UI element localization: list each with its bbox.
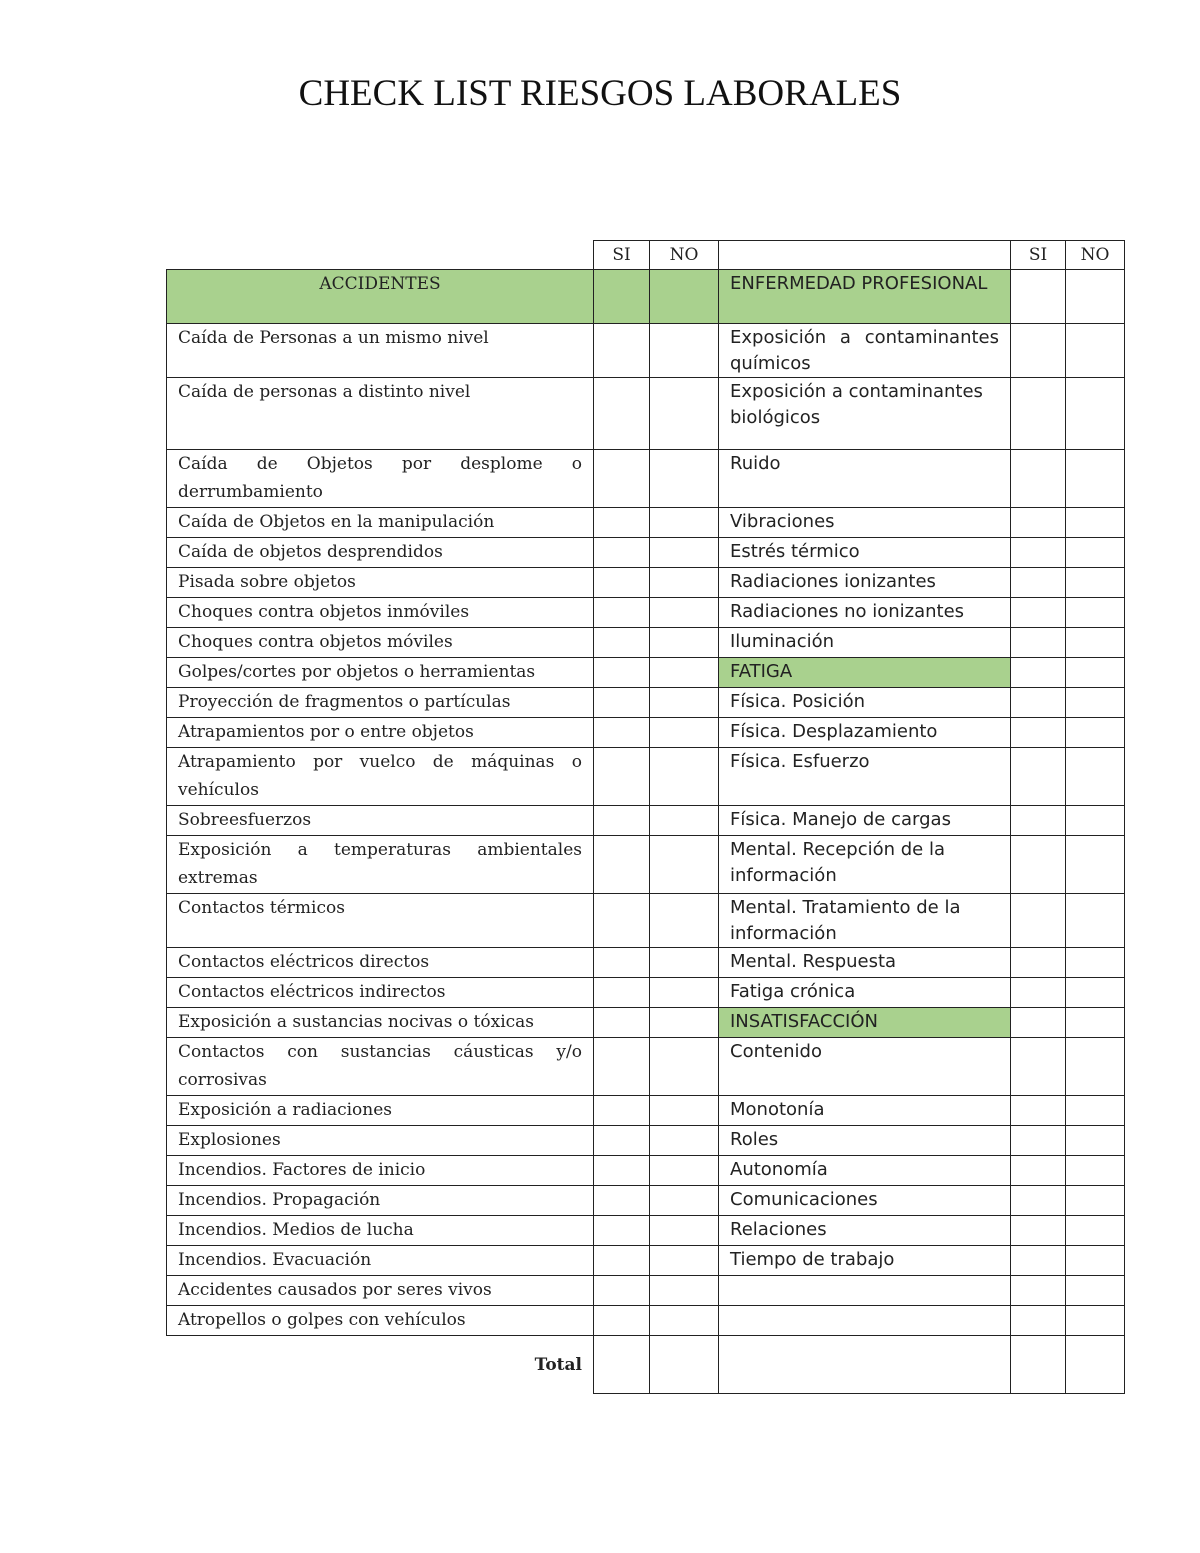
checklist-table bbox=[166, 240, 1125, 1394]
check-si-left[interactable] bbox=[594, 806, 650, 836]
check-si-right[interactable] bbox=[1011, 378, 1066, 450]
check-si-left[interactable] bbox=[594, 978, 650, 1008]
header-si-right: SI bbox=[1011, 241, 1066, 270]
item-row bbox=[167, 1216, 1125, 1246]
accident-item-label: Contactos eléctricos indirectos bbox=[167, 978, 594, 1008]
check-no-right[interactable] bbox=[1066, 894, 1125, 948]
check-si-right[interactable] bbox=[1011, 508, 1066, 538]
check-no-right[interactable] bbox=[1066, 538, 1125, 568]
disease-item-label: Vibraciones bbox=[719, 508, 1011, 538]
check-no-left[interactable] bbox=[650, 806, 719, 836]
item-row bbox=[167, 538, 1125, 568]
check-no-right[interactable] bbox=[1066, 1126, 1125, 1156]
disease-item-label: Exposición a contaminantes químicos bbox=[719, 324, 1011, 378]
accident-item-label: Caída de Objetos por desplome o derrumbamiento bbox=[167, 450, 594, 508]
accident-item-label: Sobreesfuerzos bbox=[167, 806, 594, 836]
disease-item-label: Exposición a contaminantes biológicos bbox=[719, 378, 1011, 450]
check-si-right[interactable] bbox=[1011, 450, 1066, 508]
item-row bbox=[167, 1306, 1125, 1336]
section-header-right: INSATISFACCIÓN bbox=[719, 1008, 1011, 1038]
accident-item-label: Proyección de fragmentos o partículas bbox=[167, 688, 594, 718]
disease-item-label: Mental. Respuesta bbox=[719, 948, 1011, 978]
accident-item-label: Caída de objetos desprendidos bbox=[167, 538, 594, 568]
accident-item-label: Contactos térmicos bbox=[167, 894, 594, 948]
check-si-right[interactable] bbox=[1011, 718, 1066, 748]
check-si-right[interactable] bbox=[1011, 324, 1066, 378]
check-no-left[interactable] bbox=[650, 450, 719, 508]
check-no-right[interactable] bbox=[1066, 1306, 1125, 1336]
disease-item-label: Física. Posición bbox=[719, 688, 1011, 718]
check-si-right[interactable] bbox=[1011, 894, 1066, 948]
check-si-right[interactable] bbox=[1011, 1246, 1066, 1276]
item-row bbox=[167, 1096, 1125, 1126]
item-row bbox=[167, 508, 1125, 538]
item-row bbox=[167, 1126, 1125, 1156]
check-si-left[interactable] bbox=[594, 748, 650, 806]
check-no-left[interactable] bbox=[650, 718, 719, 748]
item-row bbox=[167, 836, 1125, 894]
item-row bbox=[167, 450, 1125, 508]
header-no-right: NO bbox=[1066, 241, 1125, 270]
check-no-left[interactable] bbox=[650, 1186, 719, 1216]
disease-item-label: Física. Desplazamiento bbox=[719, 718, 1011, 748]
check-si-right[interactable] bbox=[1011, 658, 1066, 688]
check-no-right[interactable] bbox=[1066, 718, 1125, 748]
disease-item-label: Contenido bbox=[719, 1038, 1011, 1096]
check-si-left[interactable] bbox=[594, 1126, 650, 1156]
check-si-right[interactable] bbox=[1011, 1096, 1066, 1126]
item-row bbox=[167, 1156, 1125, 1186]
check-no-right[interactable] bbox=[1066, 978, 1125, 1008]
section-accidentes: ACCIDENTES bbox=[167, 270, 594, 324]
accident-item-label: Atrapamientos por o entre objetos bbox=[167, 718, 594, 748]
check-no-right[interactable] bbox=[1066, 658, 1125, 688]
check-si-left[interactable] bbox=[594, 836, 650, 894]
check-no-left[interactable] bbox=[650, 658, 719, 688]
check-no-left[interactable] bbox=[650, 568, 719, 598]
item-row bbox=[167, 806, 1125, 836]
item-row bbox=[167, 324, 1125, 378]
check-no-left[interactable] bbox=[650, 1156, 719, 1186]
total-blank-right bbox=[719, 1336, 1011, 1394]
check-si-left[interactable] bbox=[594, 508, 650, 538]
check-no-right[interactable] bbox=[1066, 1038, 1125, 1096]
accident-item-label: Choques contra objetos inmóviles bbox=[167, 598, 594, 628]
disease-item-label: Mental. Recepción de la información bbox=[719, 836, 1011, 894]
accident-item-label: Caída de Personas a un mismo nivel bbox=[167, 324, 594, 378]
check-no-left[interactable] bbox=[650, 948, 719, 978]
section-check-no[interactable] bbox=[650, 270, 719, 324]
check-no-left[interactable] bbox=[650, 628, 719, 658]
disease-item-label: Autonomía bbox=[719, 1156, 1011, 1186]
accident-item-label: Caída de personas a distinto nivel bbox=[167, 378, 594, 450]
check-si-left[interactable] bbox=[594, 568, 650, 598]
item-row bbox=[167, 948, 1125, 978]
check-no-left[interactable] bbox=[650, 1246, 719, 1276]
disease-item-label: Mental. Tratamiento de la información bbox=[719, 894, 1011, 948]
item-row bbox=[167, 1246, 1125, 1276]
check-si-left[interactable] bbox=[594, 450, 650, 508]
accident-item-label: Choques contra objetos móviles bbox=[167, 628, 594, 658]
check-si-left[interactable] bbox=[594, 1306, 650, 1336]
check-no-right[interactable] bbox=[1066, 450, 1125, 508]
check-no-left[interactable] bbox=[650, 978, 719, 1008]
accident-item-label: Contactos eléctricos directos bbox=[167, 948, 594, 978]
check-si-right[interactable] bbox=[1011, 1156, 1066, 1186]
check-si-left[interactable] bbox=[594, 948, 650, 978]
total-label: Total bbox=[167, 1336, 594, 1394]
disease-item-label: Tiempo de trabajo bbox=[719, 1246, 1011, 1276]
check-si-right[interactable] bbox=[1011, 806, 1066, 836]
check-no-right[interactable] bbox=[1066, 378, 1125, 450]
check-no-right[interactable] bbox=[1066, 270, 1125, 324]
check-no-right[interactable] bbox=[1066, 1246, 1125, 1276]
check-no-right[interactable] bbox=[1066, 1096, 1125, 1126]
item-row bbox=[167, 1008, 1125, 1038]
check-si-left[interactable] bbox=[594, 658, 650, 688]
accident-item-label: Golpes/cortes por objetos o herramientas bbox=[167, 658, 594, 688]
section-row bbox=[167, 270, 1125, 324]
disease-item-label: Estrés térmico bbox=[719, 538, 1011, 568]
disease-item-label: Fatiga crónica bbox=[719, 978, 1011, 1008]
item-row bbox=[167, 598, 1125, 628]
item-row bbox=[167, 1276, 1125, 1306]
check-no-left[interactable] bbox=[650, 1038, 719, 1096]
check-si-right[interactable] bbox=[1011, 270, 1066, 324]
check-no-right[interactable] bbox=[1066, 688, 1125, 718]
accident-item-label: Incendios. Propagación bbox=[167, 1186, 594, 1216]
check-no-left[interactable] bbox=[650, 1008, 719, 1038]
check-no-right[interactable] bbox=[1066, 1156, 1125, 1186]
accident-item-label: Atrapamiento por vuelco de máquinas o vehículos bbox=[167, 748, 594, 806]
item-row bbox=[167, 894, 1125, 948]
check-no-left[interactable] bbox=[650, 1306, 719, 1336]
disease-item-label: Roles bbox=[719, 1126, 1011, 1156]
check-si-left[interactable] bbox=[594, 324, 650, 378]
check-si-left[interactable] bbox=[594, 1276, 650, 1306]
disease-item-label: Física. Manejo de cargas bbox=[719, 806, 1011, 836]
check-si-left[interactable] bbox=[594, 628, 650, 658]
check-si-left[interactable] bbox=[594, 1008, 650, 1038]
total-si-left[interactable] bbox=[594, 1336, 650, 1394]
check-si-right[interactable] bbox=[1011, 628, 1066, 658]
section-header-right: FATIGA bbox=[719, 658, 1011, 688]
section-enfermedad-profesional: ENFERMEDAD PROFESIONAL bbox=[719, 270, 1011, 324]
check-no-left[interactable] bbox=[650, 508, 719, 538]
check-no-right[interactable] bbox=[1066, 748, 1125, 806]
disease-item-label: Comunicaciones bbox=[719, 1186, 1011, 1216]
check-no-right[interactable] bbox=[1066, 836, 1125, 894]
item-row bbox=[167, 568, 1125, 598]
total-no-right[interactable] bbox=[1066, 1336, 1125, 1394]
check-si-left[interactable] bbox=[594, 1156, 650, 1186]
check-no-left[interactable] bbox=[650, 836, 719, 894]
total-si-right[interactable] bbox=[1011, 1336, 1066, 1394]
check-no-right[interactable] bbox=[1066, 948, 1125, 978]
check-no-right[interactable] bbox=[1066, 1276, 1125, 1306]
check-si-left[interactable] bbox=[594, 1038, 650, 1096]
accident-item-label: Exposición a radiaciones bbox=[167, 1096, 594, 1126]
item-row bbox=[167, 688, 1125, 718]
check-no-right[interactable] bbox=[1066, 1008, 1125, 1038]
check-no-left[interactable] bbox=[650, 598, 719, 628]
check-si-right[interactable] bbox=[1011, 836, 1066, 894]
accident-item-label: Incendios. Evacuación bbox=[167, 1246, 594, 1276]
accident-item-label: Incendios. Factores de inicio bbox=[167, 1156, 594, 1186]
item-row bbox=[167, 1186, 1125, 1216]
check-si-right[interactable] bbox=[1011, 1276, 1066, 1306]
header-blank-right bbox=[719, 241, 1011, 270]
check-no-left[interactable] bbox=[650, 1276, 719, 1306]
item-row bbox=[167, 1038, 1125, 1096]
accident-item-label: Explosiones bbox=[167, 1126, 594, 1156]
check-no-right[interactable] bbox=[1066, 598, 1125, 628]
disease-item-label: Ruido bbox=[719, 450, 1011, 508]
check-si-left[interactable] bbox=[594, 1186, 650, 1216]
check-no-left[interactable] bbox=[650, 1216, 719, 1246]
disease-item-label: Física. Esfuerzo bbox=[719, 748, 1011, 806]
disease-item-label: Relaciones bbox=[719, 1216, 1011, 1246]
check-no-left[interactable] bbox=[650, 324, 719, 378]
check-no-left[interactable] bbox=[650, 1126, 719, 1156]
check-no-right[interactable] bbox=[1066, 806, 1125, 836]
check-si-right[interactable] bbox=[1011, 1038, 1066, 1096]
check-si-right[interactable] bbox=[1011, 1008, 1066, 1038]
check-si-right[interactable] bbox=[1011, 1306, 1066, 1336]
disease-item-label: Radiaciones ionizantes bbox=[719, 568, 1011, 598]
check-si-right[interactable] bbox=[1011, 1186, 1066, 1216]
total-no-left[interactable] bbox=[650, 1336, 719, 1394]
header-si-left: SI bbox=[594, 241, 650, 270]
check-no-right[interactable] bbox=[1066, 1216, 1125, 1246]
check-no-right[interactable] bbox=[1066, 324, 1125, 378]
check-si-right[interactable] bbox=[1011, 568, 1066, 598]
check-si-left[interactable] bbox=[594, 378, 650, 450]
disease-item-label bbox=[719, 1306, 1011, 1336]
check-no-left[interactable] bbox=[650, 748, 719, 806]
disease-item-label: Monotonía bbox=[719, 1096, 1011, 1126]
accident-item-label: Exposición a temperaturas ambientales extremas bbox=[167, 836, 594, 894]
check-no-left[interactable] bbox=[650, 1096, 719, 1126]
header-row bbox=[167, 241, 1125, 270]
check-si-left[interactable] bbox=[594, 1246, 650, 1276]
accident-item-label: Accidentes causados por seres vivos bbox=[167, 1276, 594, 1306]
accident-item-label: Exposición a sustancias nocivas o tóxicas bbox=[167, 1008, 594, 1038]
accident-item-label: Atropellos o golpes con vehículos bbox=[167, 1306, 594, 1336]
check-si-left[interactable] bbox=[594, 1216, 650, 1246]
header-blank-cell bbox=[167, 241, 594, 270]
disease-item-label: Radiaciones no ionizantes bbox=[719, 598, 1011, 628]
check-si-right[interactable] bbox=[1011, 688, 1066, 718]
check-si-left[interactable] bbox=[594, 538, 650, 568]
check-si-right[interactable] bbox=[1011, 1126, 1066, 1156]
header-no-left: NO bbox=[650, 241, 719, 270]
check-no-left[interactable] bbox=[650, 894, 719, 948]
check-si-right[interactable] bbox=[1011, 978, 1066, 1008]
check-si-left[interactable] bbox=[594, 688, 650, 718]
page-title: CHECK LIST RIESGOS LABORALES bbox=[298, 73, 902, 114]
check-no-left[interactable] bbox=[650, 378, 719, 450]
check-si-right[interactable] bbox=[1011, 598, 1066, 628]
item-row bbox=[167, 718, 1125, 748]
check-no-left[interactable] bbox=[650, 688, 719, 718]
accident-item-label: Pisada sobre objetos bbox=[167, 568, 594, 598]
item-row bbox=[167, 658, 1125, 688]
check-si-right[interactable] bbox=[1011, 1216, 1066, 1246]
accident-item-label: Incendios. Medios de lucha bbox=[167, 1216, 594, 1246]
check-si-right[interactable] bbox=[1011, 948, 1066, 978]
accident-item-label: Caída de Objetos en la manipulación bbox=[167, 508, 594, 538]
check-no-right[interactable] bbox=[1066, 1186, 1125, 1216]
item-row bbox=[167, 378, 1125, 450]
item-row bbox=[167, 978, 1125, 1008]
check-si-left[interactable] bbox=[594, 718, 650, 748]
disease-item-label bbox=[719, 1276, 1011, 1306]
check-no-right[interactable] bbox=[1066, 628, 1125, 658]
total-row bbox=[167, 1336, 1125, 1394]
check-no-right[interactable] bbox=[1066, 568, 1125, 598]
check-si-right[interactable] bbox=[1011, 538, 1066, 568]
check-si-left[interactable] bbox=[594, 894, 650, 948]
item-row bbox=[167, 748, 1125, 806]
check-si-right[interactable] bbox=[1011, 748, 1066, 806]
section-check-si[interactable] bbox=[594, 270, 650, 324]
check-si-left[interactable] bbox=[594, 1096, 650, 1126]
item-row bbox=[167, 628, 1125, 658]
disease-item-label: Iluminación bbox=[719, 628, 1011, 658]
accident-item-label: Contactos con sustancias cáusticas y/o corrosivas bbox=[167, 1038, 594, 1096]
check-si-left[interactable] bbox=[594, 598, 650, 628]
check-no-right[interactable] bbox=[1066, 508, 1125, 538]
check-no-left[interactable] bbox=[650, 538, 719, 568]
